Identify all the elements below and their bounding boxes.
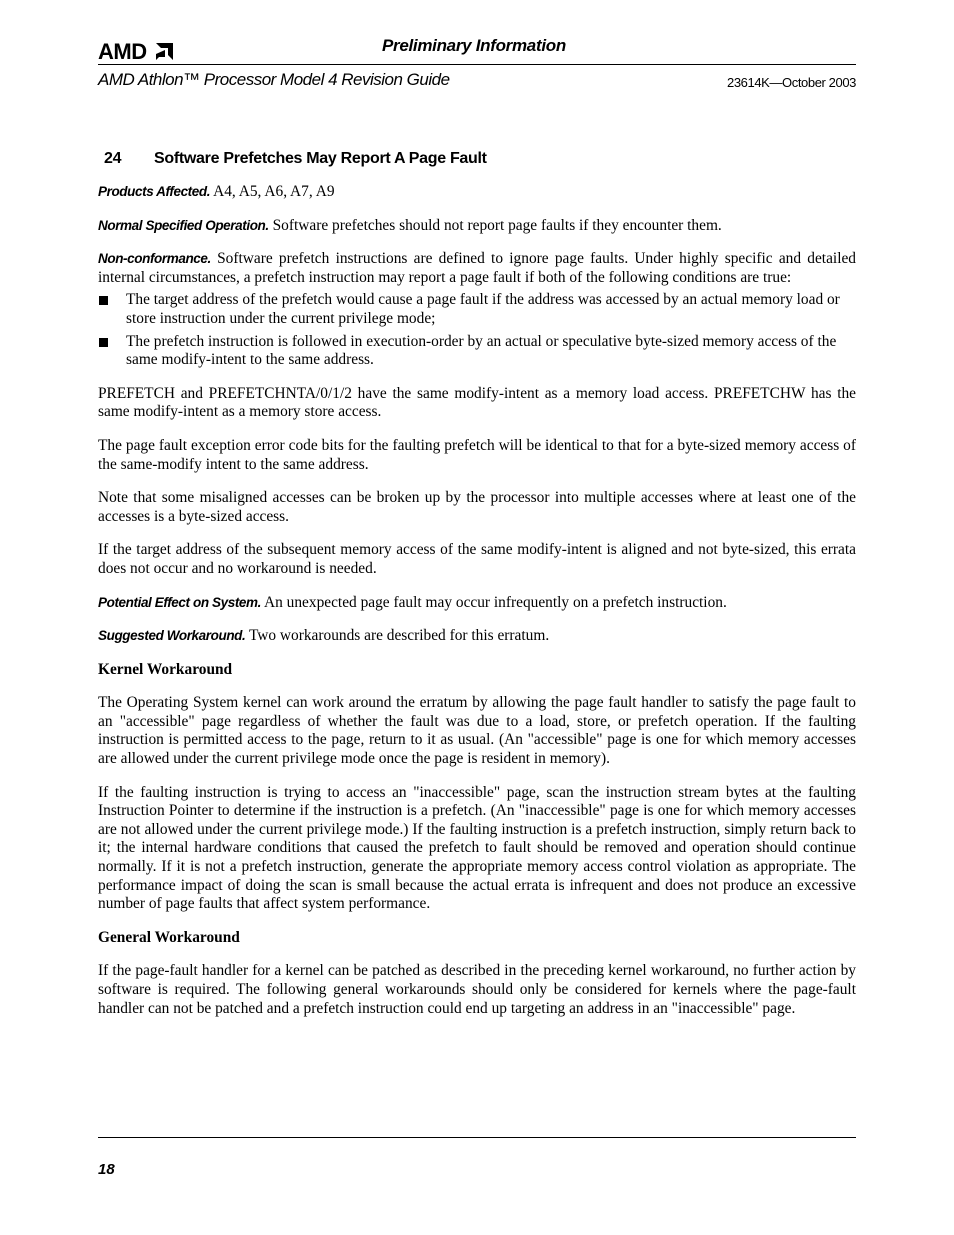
document-body xyxy=(98,148,856,1033)
products-affected xyxy=(98,183,856,202)
footer-rule xyxy=(98,1137,856,1138)
document-id: 23614K—October 2003 xyxy=(727,75,856,90)
normal-label: Normal Specified Operation. xyxy=(98,217,269,233)
nonconf-text: Software prefetch instructions are defined to ignore page faults. Under highly specific and detailed internal circumstances, a prefetch instruction may report a page fault if both of the following conditions are true: xyxy=(98,250,856,286)
effect-text: An unexpected page fault may occur infrequently on a prefetch instruction. xyxy=(261,593,727,611)
section-number: 24 xyxy=(104,150,122,167)
paragraph: The Operating System kernel can work around the erratum by allowing the page fault handler to satisfy the page fault to an "accessible" page regardless of whether the fault was due to a load, store, or prefetch operation. If the faulting instruction is permitted access to the page, return to it as usual. (An "accessible" page is one for which memory accesses are allowed under the current privilege mode once the page is resident in memory). xyxy=(98,694,856,768)
potential-effect xyxy=(98,594,856,613)
products-label: Products Affected. xyxy=(98,184,211,199)
page-number: 18 xyxy=(98,1161,115,1178)
normal-text: Software prefetches should not report page faults if they encounter them. xyxy=(268,216,722,234)
nonconf-label: Non-conformance. xyxy=(98,251,211,267)
section-heading xyxy=(98,148,856,170)
workaround-label: Suggested Workaround. xyxy=(98,628,246,644)
bullet-square-icon xyxy=(99,338,108,347)
svg-text:AMD: AMD xyxy=(98,40,147,62)
workaround-text: Two workarounds are described for this erratum. xyxy=(245,627,550,645)
document-title: AMD Athlon™ Processor Model 4 Revision Guide xyxy=(98,70,450,89)
general-workaround-heading: General Workaround xyxy=(98,928,240,946)
bullet-square-icon xyxy=(99,296,108,305)
paragraph: If the page-fault handler for a kernel can be patched as described in the preceding kernel workaround, no further action by software is required. The following general workarounds should only be considered for kernels where the page-fault handler can not be patched and a prefetch instruction could end up targeting an address in an "inaccessible" page. xyxy=(98,962,856,1017)
paragraph: If the target address of the subsequent memory access of the same modify-intent is aligned and not byte-sized, this errata does not occur and no workaround is needed. xyxy=(98,541,856,577)
header-rule xyxy=(98,64,856,65)
non-conformance xyxy=(98,250,856,287)
kernel-workaround-heading: Kernel Workaround xyxy=(98,660,233,678)
list-item-text: The prefetch instruction is followed in execution-order by an actual or speculative byte-sized memory access of the same modify-intent to the same address. xyxy=(126,332,837,369)
list-item xyxy=(98,333,856,370)
list-item xyxy=(98,291,856,328)
list-item-text: The target address of the prefetch would cause a page fault if the address was accessed by an actual memory load or store instruction under the current privilege mode; xyxy=(126,291,840,327)
effect-label: Potential Effect on System. xyxy=(98,594,261,610)
amd-logo xyxy=(98,40,176,62)
paragraph: If the faulting instruction is trying to access an "inaccessible" page, scan the instruction stream bytes at the faulting Instruction Pointer to determine if the instruction is a prefetch. (An "inaccessible" page is one for which memory accesses are not allowed under the current privilege mode.) If the faulting instruction is a prefetch instruction, simply return back to it; the internal hardware conditions that caused the prefetch to fault should be removed and operation should continue normally. If it is not a prefetch instruction, generate the appropriate memory access control violation as appropriate. The performance impact of doing the scan is small because the actual errata is infrequent and does not produce an excessive number of page faults that affect system performance. xyxy=(98,783,856,913)
paragraph: The page fault exception error code bits for the faulting prefetch will be identical to that for a byte-sized memory access of the same-modify intent to the same address. xyxy=(98,436,856,473)
paragraph: PREFETCH and PREFETCHNTA/0/1/2 have the same modify-intent as a memory load access. PREFETCHW has the same modify-intent as a memory store access. xyxy=(98,384,856,421)
condition-list xyxy=(98,291,856,369)
section-title: Software Prefetches May Report A Page Fault xyxy=(154,150,487,167)
normal-operation xyxy=(98,217,856,236)
paragraph: Note that some misaligned accesses can be broken up by the processor into multiple accesses where at least one of the accesses is a byte-sized access. xyxy=(98,489,856,525)
suggested-workaround xyxy=(98,627,856,646)
products-text: A4, A5, A6, A7, A9 xyxy=(210,183,335,200)
preliminary-banner: Preliminary Information xyxy=(382,36,566,55)
